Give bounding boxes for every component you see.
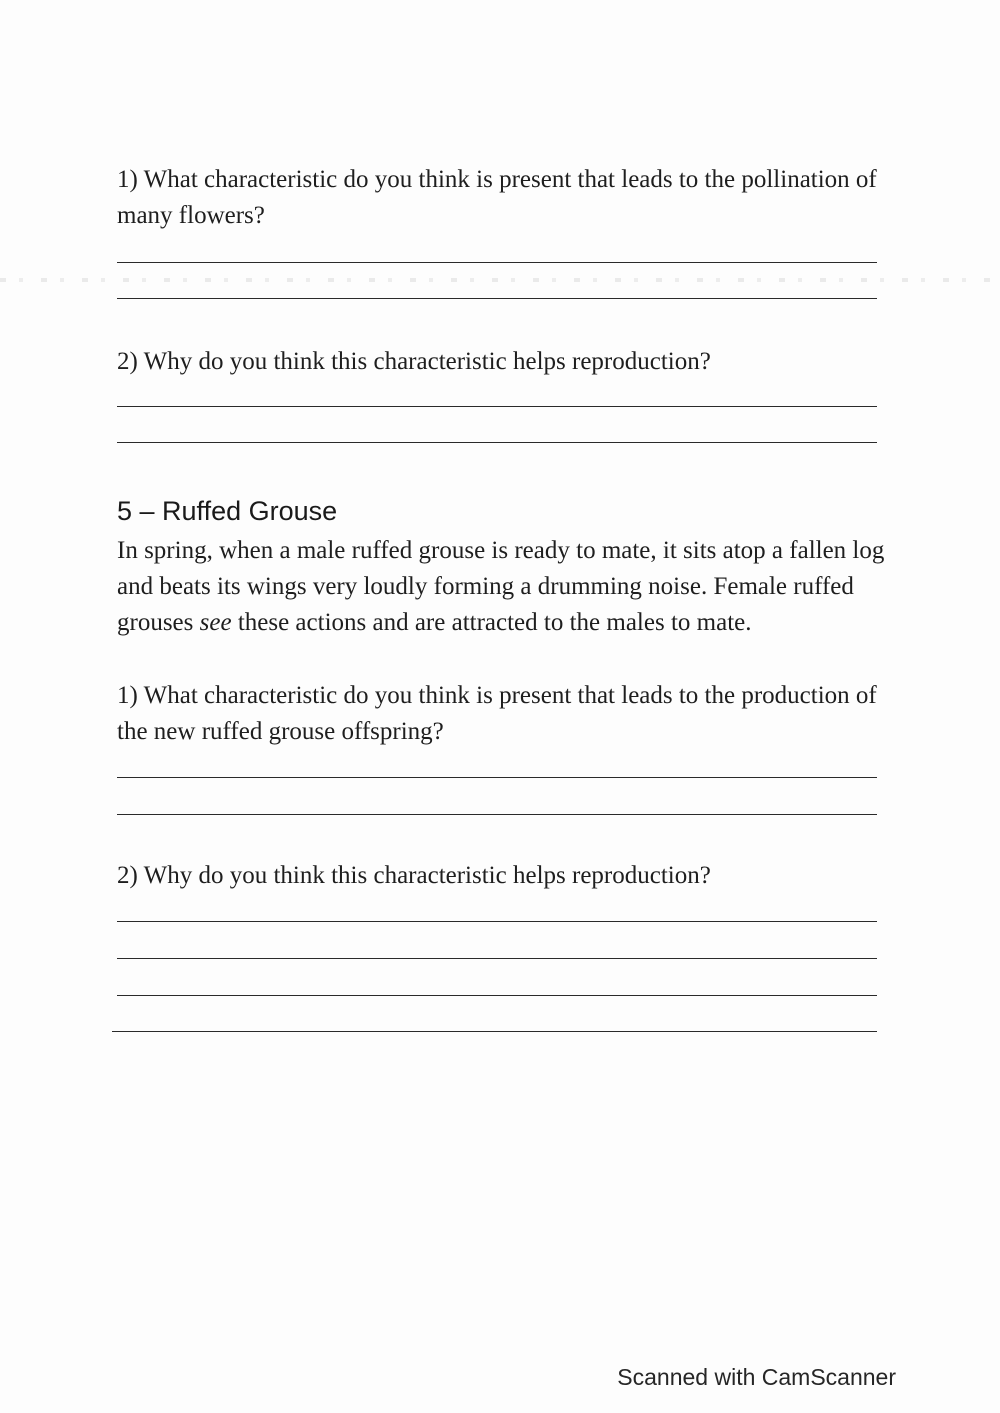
scanner-watermark: Scanned with CamScanner	[617, 1364, 896, 1390]
answer-line[interactable]	[117, 298, 877, 299]
answer-line[interactable]	[117, 262, 877, 263]
passage-text	[117, 533, 897, 641]
passage-part-1: In spring, when a male ruffed grouse is ready to mate, it sits atop a fallen log and beats its wings very loudly forming a drumming noise. Female ruffed grouses	[117, 537, 885, 636]
section-heading: 5 – Ruffed Grouse	[117, 496, 338, 526]
answer-line[interactable]	[117, 442, 877, 443]
answer-line[interactable]	[117, 995, 877, 996]
answer-line[interactable]	[117, 921, 877, 922]
answer-line[interactable]	[117, 777, 877, 778]
passage-part-2: these actions and are attracted to the males to mate.	[231, 609, 752, 636]
section4-question-2: 2) Why do you think this characteristic helps reproduction?	[117, 348, 711, 375]
answer-line[interactable]	[117, 958, 877, 959]
answer-line[interactable]	[117, 814, 877, 815]
section5-question-1: 1) What characteristic do you think is present that leads to the production of the new ruffed grouse offspring?	[117, 682, 877, 745]
answer-line[interactable]	[117, 406, 877, 407]
answer-line[interactable]	[112, 1031, 877, 1032]
section4-question-1: 1) What characteristic do you think is present that leads to the pollination of many flowers?	[117, 166, 877, 229]
section5-question-2: 2) Why do you think this characteristic helps reproduction?	[117, 862, 711, 889]
passage-emphasis: see	[199, 609, 232, 636]
scan-artifact	[0, 278, 1000, 282]
